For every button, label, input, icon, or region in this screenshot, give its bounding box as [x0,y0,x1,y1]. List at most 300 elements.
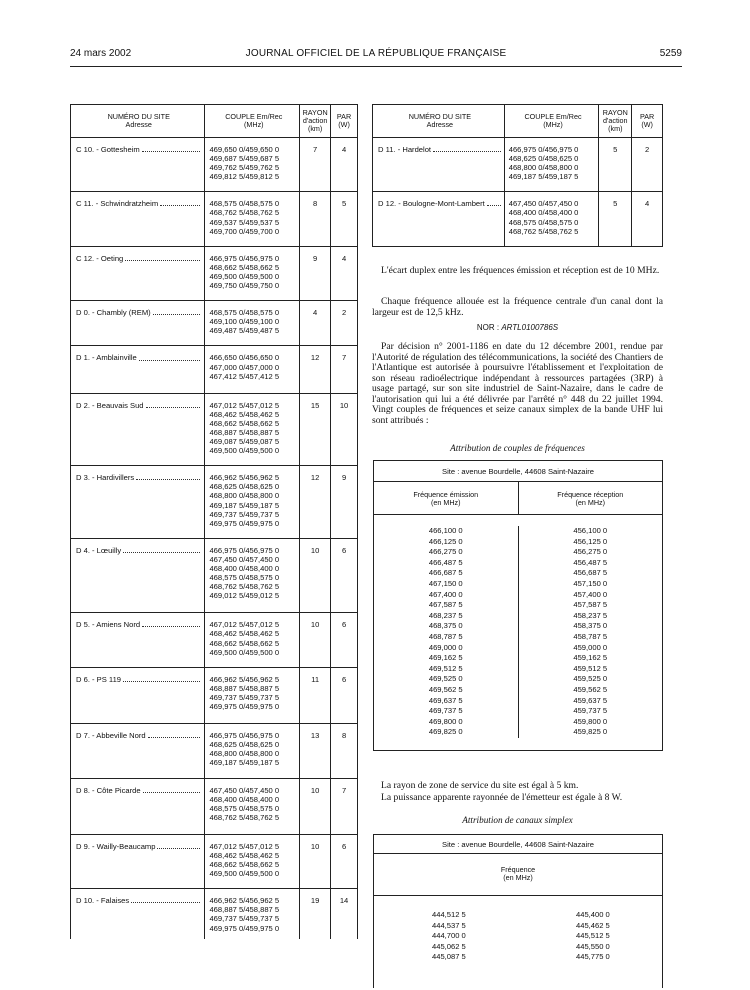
simplex-frequency: 444,537 5 [432,920,466,930]
emission-frequency: 469,825 0 [428,727,463,737]
emission-header-label: Fréquence émission [413,490,479,499]
frequency-couple: 466,650 0/456,650 0 [209,353,280,363]
site-name: D 5. - Amiens Nord [76,620,141,630]
frequency-couple: 468,462 5/458,462 5 [209,629,280,639]
emission-frequency: 468,787 5 [428,631,463,641]
leader-dots [125,254,200,261]
frequency-couple: 468,575 0/458,575 0 [209,573,280,583]
col-par-header [632,105,663,138]
frequency-couple: 468,800 0/458,800 0 [508,163,579,173]
channel-width-paragraph: Chaque fréquence allouée est la fréquence centrale d'un canal dont la largeur est de 12,5 kHz. [372,296,663,318]
leader-dots [148,731,201,738]
emission-frequency: 466,487 5 [428,557,463,567]
site-cell [71,834,205,888]
emission-frequency: 466,275 0 [428,547,463,557]
frequency-cell [205,192,300,246]
simplex-frequency: 445,512 5 [576,931,610,941]
site-row [373,192,663,246]
frequency-couple: 468,887 5/458,887 5 [209,683,280,693]
frequency-couple: 468,762 5/458,762 5 [209,208,280,218]
col-adresse-label: Adresse [125,120,152,129]
rayon-cell: 10 [300,834,331,888]
col-daction-label: d'action [302,116,328,125]
frequency-couple: 468,662 5/458,662 5 [209,262,280,272]
emission-frequency: 469,525 0 [428,674,463,684]
reception-header-unit: (en MHz) [575,498,606,507]
frequency-couple: 469,812 5/459,812 5 [209,172,280,182]
frequency-couple: 467,450 0/457,450 0 [508,199,579,209]
par-cell: 5 [331,192,358,246]
simplex-frequency: 445,462 5 [576,920,610,930]
frequency-couple: 469,650 0/459,650 0 [209,145,280,154]
site-cell [71,538,205,613]
site-row [71,667,358,723]
par-cell: 6 [331,613,358,667]
site-row [71,393,358,466]
site-cell [71,889,205,939]
site-row [71,466,358,539]
frequency-couple: 468,462 5/458,462 5 [209,409,280,419]
frequency-cell [205,778,300,834]
power-paragraph: La puissance apparente rayonnée de l'émetteur est égale à 8 W. [381,792,623,803]
reception-frequency: 459,000 0 [573,642,608,652]
col-site-header [71,105,205,138]
frequency-couple: 466,975 0/456,975 0 [508,145,579,154]
site-cell [71,393,205,466]
frequency-couple: 469,975 0/459,975 0 [209,923,280,933]
reception-frequency: 459,825 0 [573,727,608,737]
leader-dots [131,896,200,903]
col-site-header [373,105,505,138]
simplex-subtitle: Attribution de canaux simplex [462,815,573,825]
decision-paragraph: Par décision n° 2001-1186 en date du 12 décembre 2001, rendue par l'Autorité de régulation des télécommunications, la société des Chantiers de l'Atlantique est autorisée à poursuivre l'établissement et l'exploitation de son réseau radioélectrique indépendant à ressources partagées (3RP) à usage partagé, sur son site industriel de Saint-Nazaire, dans le cadre de l'autorisation qui lui a été délivrée par l'arrêté n° 448 du 22 juillet 1994. Vingt couples de fréquences et seize canaux simplex de la bande UHF lui sont attribués : [372,341,663,426]
rayon-cell: 11 [300,667,331,723]
frequency-couple: 469,737 5/459,737 5 [209,509,280,519]
site-name-line [76,401,201,410]
site-cell [373,192,505,246]
frequency-couple: 468,762 5/458,762 5 [209,812,280,822]
leader-dots [142,620,200,627]
leader-dots [487,199,501,206]
site-cell [71,246,205,300]
frequency-couple: 468,625 0/458,625 0 [209,482,280,492]
emission-frequency: 466,125 0 [428,536,463,546]
frequency-couple: 469,975 0/459,975 0 [209,518,280,528]
col-rayon-label: RAYON [602,108,628,117]
frequency-couple: 469,700 0/459,700 0 [209,226,280,236]
col-par-header [331,105,358,138]
col-mhz-label: (MHz) [543,120,563,129]
frequency-couple: 469,087 5/459,087 5 [209,437,280,447]
reception-frequency: 456,687 5 [573,568,608,578]
frequency-couple: 467,000 0/457,000 0 [209,362,280,372]
frequency-couple: 468,400 0/458,400 0 [508,208,579,218]
rayon-cell: 7 [300,138,331,192]
site-name: D 2. - Beauvais Sud [76,400,144,410]
site-name: D 3. - Hardivillers [76,473,135,483]
site-cell [71,346,205,393]
rayon-cell: 10 [300,538,331,613]
rayon-cell: 10 [300,613,331,667]
reception-frequency: 458,375 0 [573,621,608,631]
frequency-couple: 469,737 5/459,737 5 [209,914,280,924]
frequency-couple: 468,800 0/458,800 0 [209,491,280,501]
simplex-table-header [373,854,663,896]
col-rayon-header [599,105,632,138]
frequency-couple: 468,887 5/458,887 5 [209,905,280,915]
reception-frequency: 456,487 5 [573,557,608,567]
frequency-couple: 468,575 0/458,575 0 [209,803,280,813]
site-name-line [76,473,201,482]
col-couple-header [504,105,599,138]
simplex-frequency: 445,775 0 [576,952,610,962]
frequency-couple: 469,187 5/459,187 5 [209,758,280,768]
emission-frequency: 469,000 0 [428,642,463,652]
emission-frequency: 469,512 5 [428,663,463,673]
frequency-couple: 469,487 5/459,487 5 [209,326,280,336]
couples-table-body [373,515,663,751]
header-journal-title: JOURNAL OFFICIEL DE LA RÉPUBLIQUE FRANÇAISE [245,48,507,59]
frequency-cell [205,346,300,393]
frequency-couple: 466,962 5/456,962 5 [209,896,280,906]
emission-header [374,482,519,514]
site-row [71,834,358,888]
site-row [71,246,358,300]
simplex-header-unit: (en MHz) [503,873,533,882]
frequency-couple: 468,800 0/458,800 0 [209,749,280,759]
frequency-cell [205,613,300,667]
rayon-cell: 13 [300,724,331,778]
leader-dots [433,145,501,152]
frequency-couple: 469,750 0/459,750 0 [209,281,280,291]
site-row [71,192,358,246]
site-cell [71,192,205,246]
frequency-couple: 469,187 5/459,187 5 [508,172,579,182]
reception-frequency: 459,737 5 [573,706,608,716]
site-name: D 7. - Abbeville Nord [76,731,146,741]
site-cell [71,778,205,834]
frequency-couple: 468,400 0/458,400 0 [209,794,280,804]
par-cell: 7 [331,778,358,834]
frequency-cell [205,246,300,300]
frequency-couple: 469,500 0/459,500 0 [209,446,280,456]
reception-frequency: 456,100 0 [573,526,608,535]
emission-frequency: 466,100 0 [428,526,463,535]
col-couple-label: COUPLE Em/Rec [524,112,582,121]
emission-frequency: 469,162 5 [428,653,463,663]
site-row [71,138,358,192]
couples-table-caption: Site : avenue Bourdelle, 44608 Saint-Nazaire [373,460,663,482]
site-name-line [76,896,201,905]
frequency-couple: 468,762 5/458,762 5 [209,582,280,592]
site-row [373,138,663,192]
simplex-right-column [518,910,662,988]
rayon-cell: 12 [300,346,331,393]
reception-frequency: 459,637 5 [573,695,608,705]
site-cell [71,667,205,723]
site-name: D 1. - Amblainville [76,353,137,363]
rayon-cell: 19 [300,889,331,939]
leader-dots [143,786,201,793]
couples-subtitle: Attribution de couples de fréquences [450,443,585,453]
reception-header-label: Fréquence réception [557,490,624,499]
leader-dots [139,353,201,360]
emission-frequency: 468,237 5 [428,610,463,620]
site-name: D 12. - Boulogne-Mont-Lambert [378,199,485,209]
leader-dots [123,546,200,553]
site-name-line [378,199,502,208]
reception-frequency: 458,237 5 [573,610,608,620]
site-cell [71,613,205,667]
leader-dots [160,199,200,206]
header-page-number: 5259 [659,48,682,59]
reception-frequency: 457,587 5 [573,600,608,610]
frequency-couple: 468,575 0/458,575 0 [508,217,579,227]
reception-frequency: 456,275 0 [573,547,608,557]
simplex-frequency: 444,512 5 [432,910,466,919]
par-cell: 14 [331,889,358,939]
emission-frequency: 466,687 5 [428,568,463,578]
col-daction-label: d'action [603,116,628,125]
frequency-couple: 467,450 0/457,450 0 [209,554,280,564]
couples-table-headers [373,482,663,515]
site-row [71,613,358,667]
duplex-paragraph: L'écart duplex entre les fréquences émission et réception est de 10 MHz. [381,265,660,276]
site-row [71,301,358,346]
par-cell: 2 [632,138,663,192]
par-cell: 2 [331,301,358,346]
frequency-couple: 469,100 0/459,100 0 [209,317,280,327]
nor-code: ARTL0100786S [501,323,559,332]
col-par-label: PAR [336,112,352,121]
frequency-couple: 468,400 0/458,400 0 [209,564,280,573]
site-name: C 12. - Oeting [76,253,124,263]
col-mhz-label: (MHz) [244,120,264,129]
site-name-line [76,199,201,208]
frequency-couple: 467,412 5/457,412 5 [209,371,280,381]
frequency-couple: 466,975 0/456,975 0 [209,731,280,741]
site-row [71,889,358,939]
emission-frequency: 469,562 5 [428,684,463,694]
leader-dots [146,401,201,408]
frequency-couple: 469,500 0/459,500 0 [209,647,280,657]
site-name: D 6. - PS 119 [76,674,122,684]
frequency-couple: 468,625 0/458,625 0 [209,740,280,750]
site-name: C 11. - Schwindratzheim [76,199,159,209]
site-name-line [76,145,201,154]
site-row [71,538,358,613]
site-name-line [76,546,201,555]
rayon-cell: 5 [599,192,632,246]
par-cell: 4 [632,192,663,246]
site-row [71,724,358,778]
site-name: D 10. - Falaises [76,896,130,906]
site-name-line [76,731,201,740]
frequency-cell [205,301,300,346]
service-radius-paragraph: La rayon de zone de service du site est égal à 5 km. [381,780,579,791]
reception-header [519,482,663,514]
frequency-cell [205,667,300,723]
par-cell: 6 [331,538,358,613]
frequency-couple: 469,762 5/459,762 5 [209,163,280,173]
col-km-label: (km) [608,124,623,133]
reception-frequency: 459,562 5 [573,684,608,694]
par-cell: 4 [331,246,358,300]
site-cell [71,138,205,192]
frequency-couple: 468,575 0/458,575 0 [209,199,280,209]
simplex-table-body [373,896,663,988]
nor-reference [372,323,663,332]
frequency-couple: 466,975 0/456,975 0 [209,545,280,555]
rayon-cell: 4 [300,301,331,346]
frequency-cell [205,538,300,613]
reception-frequency: 459,525 0 [573,674,608,684]
frequency-couple: 469,012 5/459,012 5 [209,591,280,601]
leader-dots [153,308,201,315]
leader-dots [123,675,200,682]
site-name-line [378,145,502,154]
col-w-label: (W) [641,120,653,129]
reception-frequency: 456,125 0 [573,536,608,546]
col-couple-header [205,105,300,138]
col-adresse-label: Adresse [426,120,454,129]
emission-frequency: 468,375 0 [428,621,463,631]
site-name: C 10. - Gottesheim [76,145,140,154]
site-cell [71,724,205,778]
frequency-couple: 469,187 5/459,187 5 [209,500,280,510]
emission-frequency: 467,400 0 [428,589,463,599]
right-sites-table [372,104,663,247]
simplex-left-column [374,910,518,988]
site-cell [71,466,205,539]
col-w-label: (W) [338,120,350,129]
site-name: D 8. - Côte Picarde [76,785,141,795]
site-name: D 11. - Hardelot [378,145,432,154]
emission-frequency: 469,637 5 [428,695,463,705]
simplex-frequency: 445,087 5 [432,952,466,962]
site-name-line [76,620,201,629]
frequency-couple: 469,737 5/459,737 5 [209,692,280,702]
frequency-cell [205,834,300,888]
frequency-couple: 466,975 0/456,975 0 [209,253,280,263]
frequency-couple: 468,662 5/458,662 5 [209,418,280,428]
site-name: D 9. - Wailly-Beaucamp [76,841,156,851]
frequency-couple: 466,962 5/456,962 5 [209,674,280,684]
frequency-couple: 468,625 0/458,625 0 [508,154,579,164]
header-rule [70,66,682,67]
par-cell: 10 [331,393,358,466]
frequency-couple: 468,887 5/458,887 5 [209,427,280,437]
frequency-couple: 468,662 5/458,662 5 [209,860,280,870]
couples-table [373,460,663,751]
rayon-cell: 5 [599,138,632,192]
col-rayon-header [300,105,331,138]
reception-column [519,526,663,738]
frequency-cell [205,393,300,466]
simplex-table-caption: Site : avenue Bourdelle, 44608 Saint-Nazaire [373,834,663,854]
emission-header-unit: (en MHz) [430,498,461,507]
frequency-couple: 467,012 5/457,012 5 [209,841,280,851]
site-name: D 4. - Lœuilly [76,545,122,555]
par-cell: 7 [331,346,358,393]
frequency-couple: 466,962 5/456,962 5 [209,473,280,483]
col-couple-label: COUPLE Em/Rec [225,112,283,121]
col-par-label: PAR [639,112,655,121]
rayon-cell: 9 [300,246,331,300]
header-date: 24 mars 2002 [70,48,132,59]
frequency-couple: 467,012 5/457,012 5 [209,620,280,630]
site-row [71,346,358,393]
frequency-couple: 468,762 5/458,762 5 [508,226,579,236]
par-cell: 8 [331,724,358,778]
par-cell: 6 [331,667,358,723]
frequency-couple: 469,500 0/459,500 0 [209,869,280,879]
reception-frequency: 457,150 0 [573,578,608,588]
par-cell: 6 [331,834,358,888]
leader-dots [157,842,200,849]
site-name-line [76,254,201,263]
left-sites-table [70,104,358,939]
simplex-frequency: 445,550 0 [576,941,610,951]
reception-frequency: 459,800 0 [573,716,608,726]
frequency-couple: 469,500 0/459,500 0 [209,271,280,281]
frequency-cell [205,724,300,778]
emission-frequency: 469,800 0 [428,716,463,726]
frequency-cell [205,138,300,192]
col-km-label: (km) [307,124,323,133]
frequency-couple: 467,012 5/457,012 5 [209,400,280,410]
site-name-line [76,308,201,317]
site-cell [71,301,205,346]
frequency-couple: 468,462 5/458,462 5 [209,850,280,860]
rayon-cell: 8 [300,192,331,246]
site-name-line [76,786,201,795]
leader-dots [136,473,200,480]
frequency-cell [504,192,599,246]
leader-dots [142,145,201,152]
frequency-couple: 468,575 0/458,575 0 [209,308,280,318]
site-cell [373,138,505,192]
col-site-label: NUMÉRO DU SITE [408,112,471,121]
simplex-frequency: 445,400 0 [576,910,610,919]
rayon-cell: 12 [300,466,331,539]
frequency-couple: 468,662 5/458,662 5 [209,638,280,648]
rayon-cell: 10 [300,778,331,834]
site-name-line [76,353,201,362]
rayon-cell: 15 [300,393,331,466]
emission-frequency: 469,737 5 [428,706,463,716]
simplex-frequency: 444,700 0 [432,931,466,941]
frequency-couple: 469,975 0/459,975 0 [209,702,280,712]
frequency-couple: 467,450 0/457,450 0 [209,785,280,795]
emission-column [374,526,519,738]
simplex-frequency: 445,062 5 [432,941,466,951]
reception-frequency: 459,512 5 [573,663,608,673]
page-header [70,48,682,62]
par-cell: 4 [331,138,358,192]
par-cell: 9 [331,466,358,539]
nor-label: NOR : [476,323,500,332]
reception-frequency: 458,787 5 [573,631,608,641]
emission-frequency: 467,587 5 [428,600,463,610]
simplex-header-label: Fréquence [500,865,536,874]
reception-frequency: 457,400 0 [573,589,608,599]
emission-frequency: 467,150 0 [428,578,463,588]
site-name-line [76,675,201,684]
site-name-line [76,842,201,851]
frequency-cell [504,138,599,192]
col-site-label: NUMÉRO DU SITE [107,112,170,121]
